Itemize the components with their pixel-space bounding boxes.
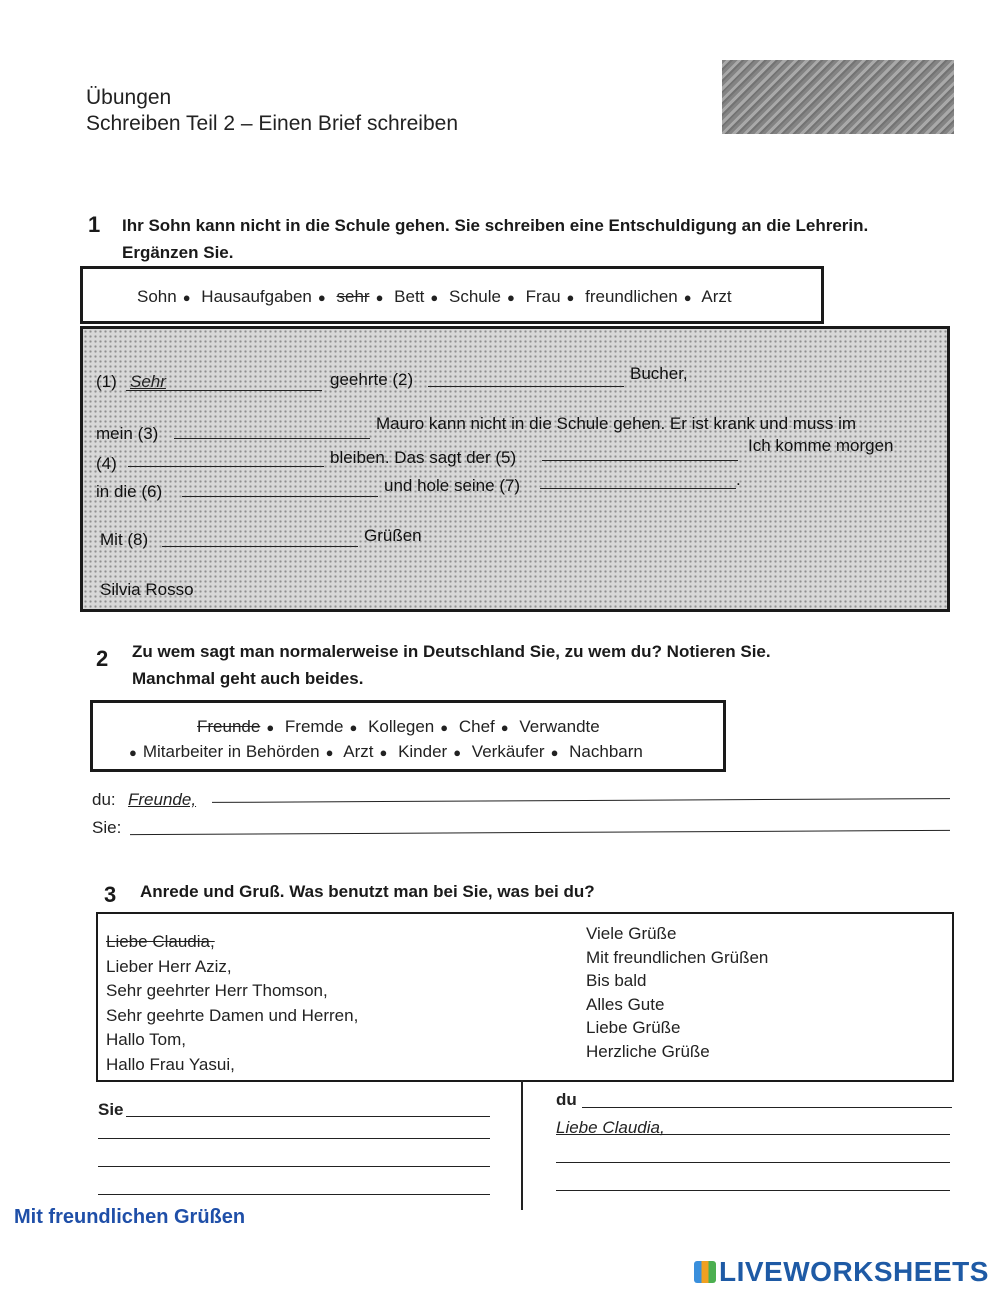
word-item: Kinder xyxy=(398,742,448,761)
ex2-sie-line[interactable] xyxy=(130,830,950,835)
letter-blank-2[interactable] xyxy=(428,368,624,387)
ex3-sie-line-2[interactable] xyxy=(98,1138,490,1139)
letter-text-hole: und hole seine (7) xyxy=(384,476,521,495)
word-item-used: sehr xyxy=(336,287,370,306)
ex3-left-item: Lieber Herr Aziz, xyxy=(106,956,232,976)
ex2-wordbox-row2 xyxy=(93,740,723,765)
word-item: Hausaufgaben xyxy=(201,287,312,306)
letter-n4: (4) xyxy=(96,454,117,473)
word-item: Verkäufer xyxy=(471,742,545,761)
ex2-sie-label: Sie: xyxy=(92,818,122,837)
ex3-title: Anrede und Gruß. Was benutzt man bei Sie, was bei du? xyxy=(140,882,595,901)
letter-text-bleiben: bleiben. Das sagt der (5) xyxy=(330,448,517,467)
ex3-right-item: Liebe Grüße xyxy=(586,1018,681,1037)
ex2-wordbox-row1 xyxy=(93,715,723,740)
bullet: ● xyxy=(550,745,559,760)
ex3-left-item: Hallo Frau Yasui, xyxy=(106,1054,235,1074)
bullet: ● xyxy=(317,290,326,305)
ex3-left-item: Hallo Tom, xyxy=(106,1030,186,1049)
ex1-wordbox xyxy=(80,266,824,324)
letter-text-gruessen: Grüßen xyxy=(364,526,422,545)
word-item: Chef xyxy=(458,717,495,736)
ex3-number: 3 xyxy=(104,882,117,907)
ex3-right-item: Herzliche Grüße xyxy=(586,1041,710,1061)
ex3-left-item: Sehr geehrte Damen und Herren, xyxy=(106,1005,359,1025)
letter-blank-1[interactable] xyxy=(126,372,322,391)
ex3-right-item: Mit freundlichen Grüßen xyxy=(586,947,769,967)
ex2-du-label: du: xyxy=(92,790,116,809)
ex2-instructions xyxy=(132,638,952,692)
letter-text-indie: in die (6) xyxy=(96,482,163,501)
letter-blank-5[interactable] xyxy=(542,442,738,461)
letter-answer-1: Sehr xyxy=(130,372,166,391)
letter-text-mein: mein (3) xyxy=(96,424,159,443)
ex3-left-item-used: Liebe Claudia, xyxy=(106,932,215,951)
ex3-right-list xyxy=(586,922,768,1063)
word-item: Nachbarn xyxy=(569,742,643,761)
letter-n1: (1) xyxy=(96,372,117,391)
word-item: Arzt xyxy=(701,287,732,306)
ex3-col-sie: Sie xyxy=(98,1100,124,1119)
ex2-du-line[interactable] xyxy=(212,798,950,803)
ex3-du-line-2[interactable] xyxy=(556,1134,950,1135)
word-item: Arzt xyxy=(343,742,374,761)
bullet: ● xyxy=(430,290,439,305)
word-item: Schule xyxy=(449,287,501,306)
ex3-du-answer: Liebe Claudia, xyxy=(556,1118,665,1137)
ex1-instruction-line2: Ergänzen Sie. xyxy=(122,243,234,262)
ex3-right-item: Alles Gute xyxy=(586,994,665,1014)
ex1-instruction-line1: Ihr Sohn kann nicht in die Schule gehen. Sie schreiben eine Entschuldigung an die Lehrerin. xyxy=(122,216,869,235)
word-item: Mitarbeiter in Behörden xyxy=(142,742,320,761)
word-item: freundlichen xyxy=(585,287,678,306)
ex3-sie-line-4[interactable] xyxy=(98,1194,490,1195)
letter-blank-4[interactable] xyxy=(128,448,324,467)
bullet: ● xyxy=(266,720,275,735)
letter-text-bucher: Bucher, xyxy=(630,364,688,383)
ex3-right-item: Viele Grüße xyxy=(586,924,677,943)
bullet: ● xyxy=(375,290,384,305)
answer-text-field[interactable]: Mit freundlichen Grüßen xyxy=(14,1206,246,1228)
bullet: ● xyxy=(506,290,515,305)
ex1-number: 1 xyxy=(88,212,101,237)
ex2-instruction-line2: Manchmal geht auch beides. xyxy=(132,669,364,688)
ex2-number: 2 xyxy=(96,646,109,671)
letter-text-mit: Mit (8) xyxy=(100,530,149,549)
bullet: ● xyxy=(349,720,358,735)
ex3-sie-line-1[interactable] xyxy=(126,1116,490,1117)
ex3-right-item: Bis bald xyxy=(586,971,647,990)
bullet: ● xyxy=(566,290,575,305)
ex3-column-divider xyxy=(521,1080,523,1210)
ex3-sie-line-3[interactable] xyxy=(98,1166,490,1167)
word-item: Kollegen xyxy=(368,717,435,736)
bullet: ● xyxy=(683,290,692,305)
bullet: ● xyxy=(325,745,334,760)
letter-text-dot: . xyxy=(736,470,741,489)
bullet: ● xyxy=(182,290,191,305)
liveworksheets-logo xyxy=(694,1256,989,1288)
letter-blank-7[interactable] xyxy=(540,470,736,489)
ex3-du-line-3[interactable] xyxy=(556,1162,950,1163)
logo-text: LIVEWORKSHEETS xyxy=(719,1256,989,1287)
ex3-left-item: Sehr geehrter Herr Thomson, xyxy=(106,981,328,1000)
ex2-du-answer: Freunde, xyxy=(128,790,197,809)
letter-blank-3[interactable] xyxy=(174,420,370,439)
ex2-wordbox xyxy=(90,700,726,772)
bullet: ● xyxy=(500,720,509,735)
letter-blank-8[interactable] xyxy=(162,528,358,547)
word-item-used: Freunde xyxy=(197,717,261,736)
bullet: ● xyxy=(440,720,449,735)
bullet: ● xyxy=(129,745,137,760)
letter-blank-6[interactable] xyxy=(182,478,378,497)
ex3-left-list xyxy=(106,930,358,1077)
ex3-du-line-1[interactable] xyxy=(582,1107,952,1108)
word-item: Bett xyxy=(394,287,425,306)
word-item: Frau xyxy=(525,287,561,306)
bullet: ● xyxy=(379,745,388,760)
ex1-instructions xyxy=(122,212,952,266)
word-item: Verwandte xyxy=(519,717,600,736)
ex2-instruction-line1: Zu wem sagt man normalerweise in Deutschland Sie, zu wem du? Notieren Sie. xyxy=(132,642,771,661)
header-title: Übungen xyxy=(86,86,172,109)
logo-icon xyxy=(694,1261,716,1283)
bullet: ● xyxy=(453,745,462,760)
header-subtitle: Schreiben Teil 2 – Einen Brief schreiben xyxy=(86,112,459,135)
letter-text-komme: Ich komme morgen xyxy=(748,436,894,455)
header-pen-image xyxy=(722,60,954,134)
word-item: Fremde xyxy=(284,717,344,736)
letter-signature: Silvia Rosso xyxy=(100,580,194,599)
letter-text-mauro: Mauro kann nicht in die Schule gehen. Er ist krank und muss im xyxy=(376,414,857,433)
ex3-du-line-4[interactable] xyxy=(556,1190,950,1191)
letter-text-geehrte: geehrte (2) xyxy=(330,370,414,389)
ex3-col-du: du xyxy=(556,1090,577,1109)
word-item: Sohn xyxy=(137,287,177,306)
